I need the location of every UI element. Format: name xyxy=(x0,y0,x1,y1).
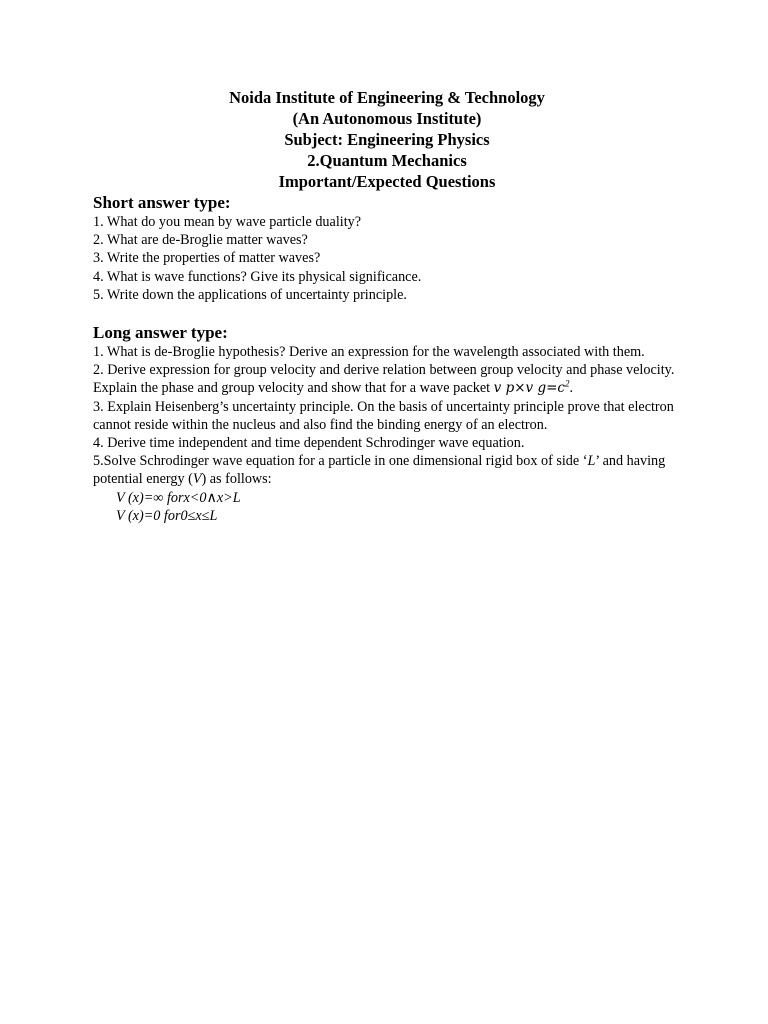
institute-status: (An Autonomous Institute) xyxy=(292,109,482,128)
formula-exponent: 2 xyxy=(564,378,570,389)
short-question: 4. What is wave functions? Give its physical significance. xyxy=(93,268,422,285)
long-question-2 xyxy=(93,361,683,397)
short-question: 3. Write the properties of matter waves? xyxy=(93,250,321,267)
subject-line: Subject: Engineering Physics xyxy=(284,130,490,149)
long-question-5-part-c: ) as follows: xyxy=(201,471,272,488)
potential-equation-outside: V (x)=∞ forx<0∧x>L xyxy=(116,489,241,506)
long-question-1: 1. What is de-Broglie hypothesis? Derive an expression for the wavelength associated with them. xyxy=(93,344,645,361)
unit-title: 2.Quantum Mechanics xyxy=(307,151,467,170)
box-side-symbol: L xyxy=(587,453,596,470)
long-question-5-part-a: 5.Solve Schrodinger wave equation for a particle in one dimensional rigid box of side ‘ xyxy=(93,453,588,470)
institute-name: Noida Institute of Engineering & Technology xyxy=(229,88,545,107)
short-answer-list xyxy=(93,213,683,304)
long-question-3: 3. Explain Heisenberg’s uncertainty principle. On the basis of uncertainty principle prove that electron cannot reside within the nucleus and also find the binding energy of an electron. xyxy=(93,398,674,433)
long-question-5-part-b: ’ and having potential energy ( xyxy=(93,453,666,488)
short-question: 1. What do you mean by wave particle duality? xyxy=(93,214,362,230)
potential-symbol: V xyxy=(192,471,202,488)
section-spacer xyxy=(93,304,683,322)
velocity-relation-formula: v p×v g=c xyxy=(493,380,565,397)
questions-heading: Important/Expected Questions xyxy=(278,172,496,191)
short-question: 2. What are de-Broglie matter waves? xyxy=(93,232,308,249)
long-question-2-text: 2. Derive expression for group velocity and derive relation between group velocity and phase velocity. Explain the phase and group velocity and show that for a wave packet xyxy=(93,362,675,397)
long-question-2-end: . xyxy=(569,380,574,397)
long-answer-list xyxy=(93,343,683,525)
long-question-4: 4. Derive time independent and time dependent Schrodinger wave equation. xyxy=(93,435,525,452)
short-question: 5. Write down the applications of uncertainty principle. xyxy=(93,286,407,303)
potential-equation-inside: V (x)=0 for0≤x≤L xyxy=(116,507,218,524)
short-answer-title: Short answer type: xyxy=(93,193,231,212)
long-answer-title: Long answer type: xyxy=(93,323,228,343)
document-page xyxy=(93,87,683,525)
document-header xyxy=(91,87,683,192)
long-question-5 xyxy=(93,452,683,488)
